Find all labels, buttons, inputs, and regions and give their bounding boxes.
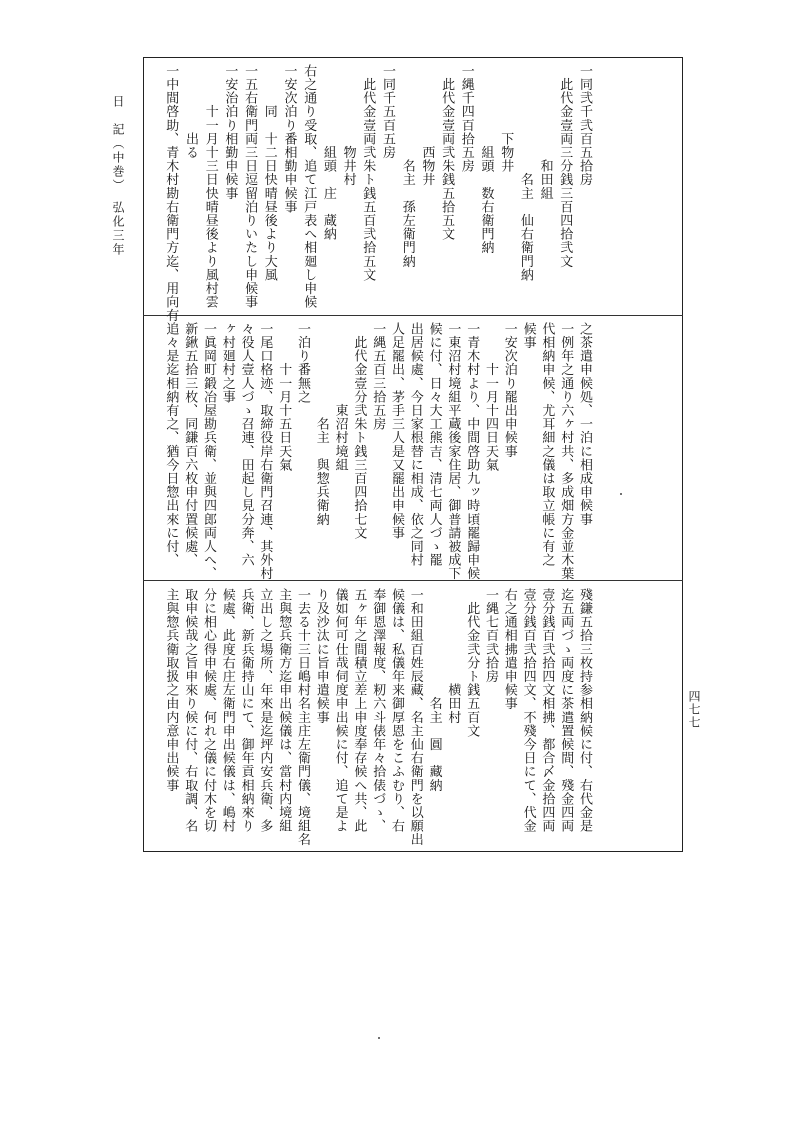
text-column: 此代金壹両三分銭三百四拾弐文 <box>557 64 573 268</box>
text-column: 人足罷出、茅手三人是又罷出申候事 <box>389 322 404 540</box>
text-column: 奉御恩澤報度、籾六斗俵年々拾俵づゝ、 <box>370 588 386 833</box>
text-column: 和田組 <box>537 64 553 200</box>
text-column: 一縄五百三拾五房 <box>370 322 386 431</box>
text-column: 横田村 <box>445 588 461 724</box>
page-number: 四七七 <box>687 690 701 729</box>
text-column: 一泊り番無之 <box>295 322 310 404</box>
text-column: 一同弐千弐百五拾房 <box>577 64 592 187</box>
text-column: 立出し之場所、年來是迄坪内安兵衛、多 <box>257 588 273 833</box>
text-column: 一縄千四百拾五房 <box>458 64 474 173</box>
text-column: 々役人壹人づゝ召連、田起し見分奔、六 <box>238 322 254 567</box>
text-column: 名主 孫左衛門納 <box>399 64 415 268</box>
text-column: り及沙汰に旨申遣候事 <box>313 588 329 724</box>
text-column: 迄五両づゝ両度に茶遣置候間、殘金四両 <box>558 588 574 833</box>
text-column: 組頭 庄 蔵納 <box>320 64 336 241</box>
text-column: 一縄七百弐拾房 <box>483 588 498 684</box>
text-column: 候處、此度右庄左衛門申出候儀は、嶋村 <box>219 588 235 833</box>
text-column: 追々是迄相納有之、猶今日惣出來に付、 <box>163 322 179 567</box>
text-column: 壹分銭百弐拾四文、不殘今日にて、代金 <box>520 588 536 833</box>
text-column: 一眞岡町鍛冶屋勘兵衛、並與四郎両人へ、 <box>201 322 216 581</box>
text-column: 名主 仙右衛門納 <box>517 64 533 282</box>
text-column: 一五右衛門両三日逗留泊りいたし申候事 <box>242 64 258 309</box>
text-column: 一和田組百姓辰藏、名主仙右衛門を以願出 <box>407 588 423 847</box>
text-column: 十一月十五日天氣 <box>276 322 292 472</box>
text-column: 右之通り受取、追て江戸表へ相廻し申候 <box>301 64 317 309</box>
text-column: 壹分銭百弐拾四文相拂、都合〆金拾四両 <box>539 588 555 833</box>
text-column: 此代金壹両弐朱ト銭五百弐拾五文 <box>360 64 376 282</box>
text-column: 名主 與惣兵衛納 <box>313 322 329 526</box>
text-column: 候儀は、私儀年来御厚恩をこふむり、右 <box>389 588 404 833</box>
text-column: 此代金弐分ト銭五百文 <box>464 588 480 738</box>
text-column: 東沼村境組 <box>332 322 348 472</box>
running-head: 日 記（中巻） 弘化三年 <box>111 95 125 257</box>
text-column: 儀如何可仕哉伺度申出候に付、追て是よ <box>332 588 348 833</box>
text-column: 物井村 <box>340 64 356 187</box>
text-column: 五ヶ年之間積立差上申度奉存候へ共、此 <box>351 588 367 833</box>
text-column: 候事 <box>520 322 536 350</box>
text-column: 右之通相拂遣申候事 <box>501 588 517 711</box>
text-column: 一青木村より、中間啓助九ッ時頃罷歸申候 <box>464 322 480 581</box>
text-column: 一尾口格迹、取締役岸右衛門召連、其外村 <box>257 322 273 581</box>
text-column: 代相納申候、尤耳細之儀は取立帳に有之 <box>539 322 555 567</box>
text-column: 出る <box>183 64 198 160</box>
text-column: 一安治泊り相勤申候事 <box>222 64 238 200</box>
text-column: 之茶遣申候処、一泊に相成申候事 <box>577 322 592 526</box>
text-column: 十一月十四日天氣 <box>483 322 498 472</box>
text-column: 此代金壹両弐朱銭五拾五文 <box>439 64 455 241</box>
text-column: 一例年之通り六ヶ村共、多成畑方金並木葉 <box>558 322 574 581</box>
text-column: 下物井 <box>498 64 514 173</box>
text-column: 主與惣兵衛方迄申出候儀は、當村内境組 <box>276 588 292 833</box>
tier-divider-1 <box>143 315 683 316</box>
paper-speck <box>620 493 622 495</box>
text-column: 一東沼村境組平蔵後家住居、御普請被成下 <box>445 322 461 581</box>
paper-speck <box>378 1037 380 1039</box>
text-column: 一去る十三日嶋村名主庄左衛門儀、境組名 <box>295 588 310 847</box>
text-column: 同 十二日快晴昼後より大風 <box>261 64 277 282</box>
text-column: 一安次泊り罷出申候事 <box>501 322 517 458</box>
text-column: 此代金壹分弐朱ト銭三百四拾七文 <box>351 322 367 540</box>
text-column: 組頭 数右衛門納 <box>478 64 494 255</box>
text-column: 兵衛、新兵衛持山にて、御年貢相納來り <box>238 588 254 833</box>
text-column: 西物井 <box>419 64 435 187</box>
text-column: 一安次泊り番相勤申候事 <box>281 64 297 214</box>
text-column: 十一月十三日快晴昼後より風村雲 <box>202 64 218 309</box>
text-column: 出居候處、今日家根替に相成、依之同村 <box>407 322 423 567</box>
text-column: 候に付、日々大工熊吉、清七両人づゝ罷 <box>426 322 442 567</box>
text-column: ヶ村廻村之事 <box>219 322 235 404</box>
text-column: 一同千五百五房 <box>380 64 395 160</box>
text-column: 主與惣兵衛取扱之由内意申出候事 <box>163 588 179 792</box>
text-column: 分に相心得申候處、何れ之儀に付木を切 <box>201 588 216 833</box>
text-column: 名主 圓 藏納 <box>426 588 442 792</box>
text-column: 殘鎌五拾三枚持参相納候に付、右代金是 <box>577 588 592 833</box>
tier-divider-2 <box>143 580 683 581</box>
text-column: 新鍬五拾三枚、同鎌百六枚申付置候處、 <box>182 322 198 567</box>
text-column: 取申候哉之旨申來り候に付、右取調、名 <box>182 588 198 833</box>
text-column: 一中間啓助、青木村勘右衛門方迄、用向有 <box>163 64 179 323</box>
